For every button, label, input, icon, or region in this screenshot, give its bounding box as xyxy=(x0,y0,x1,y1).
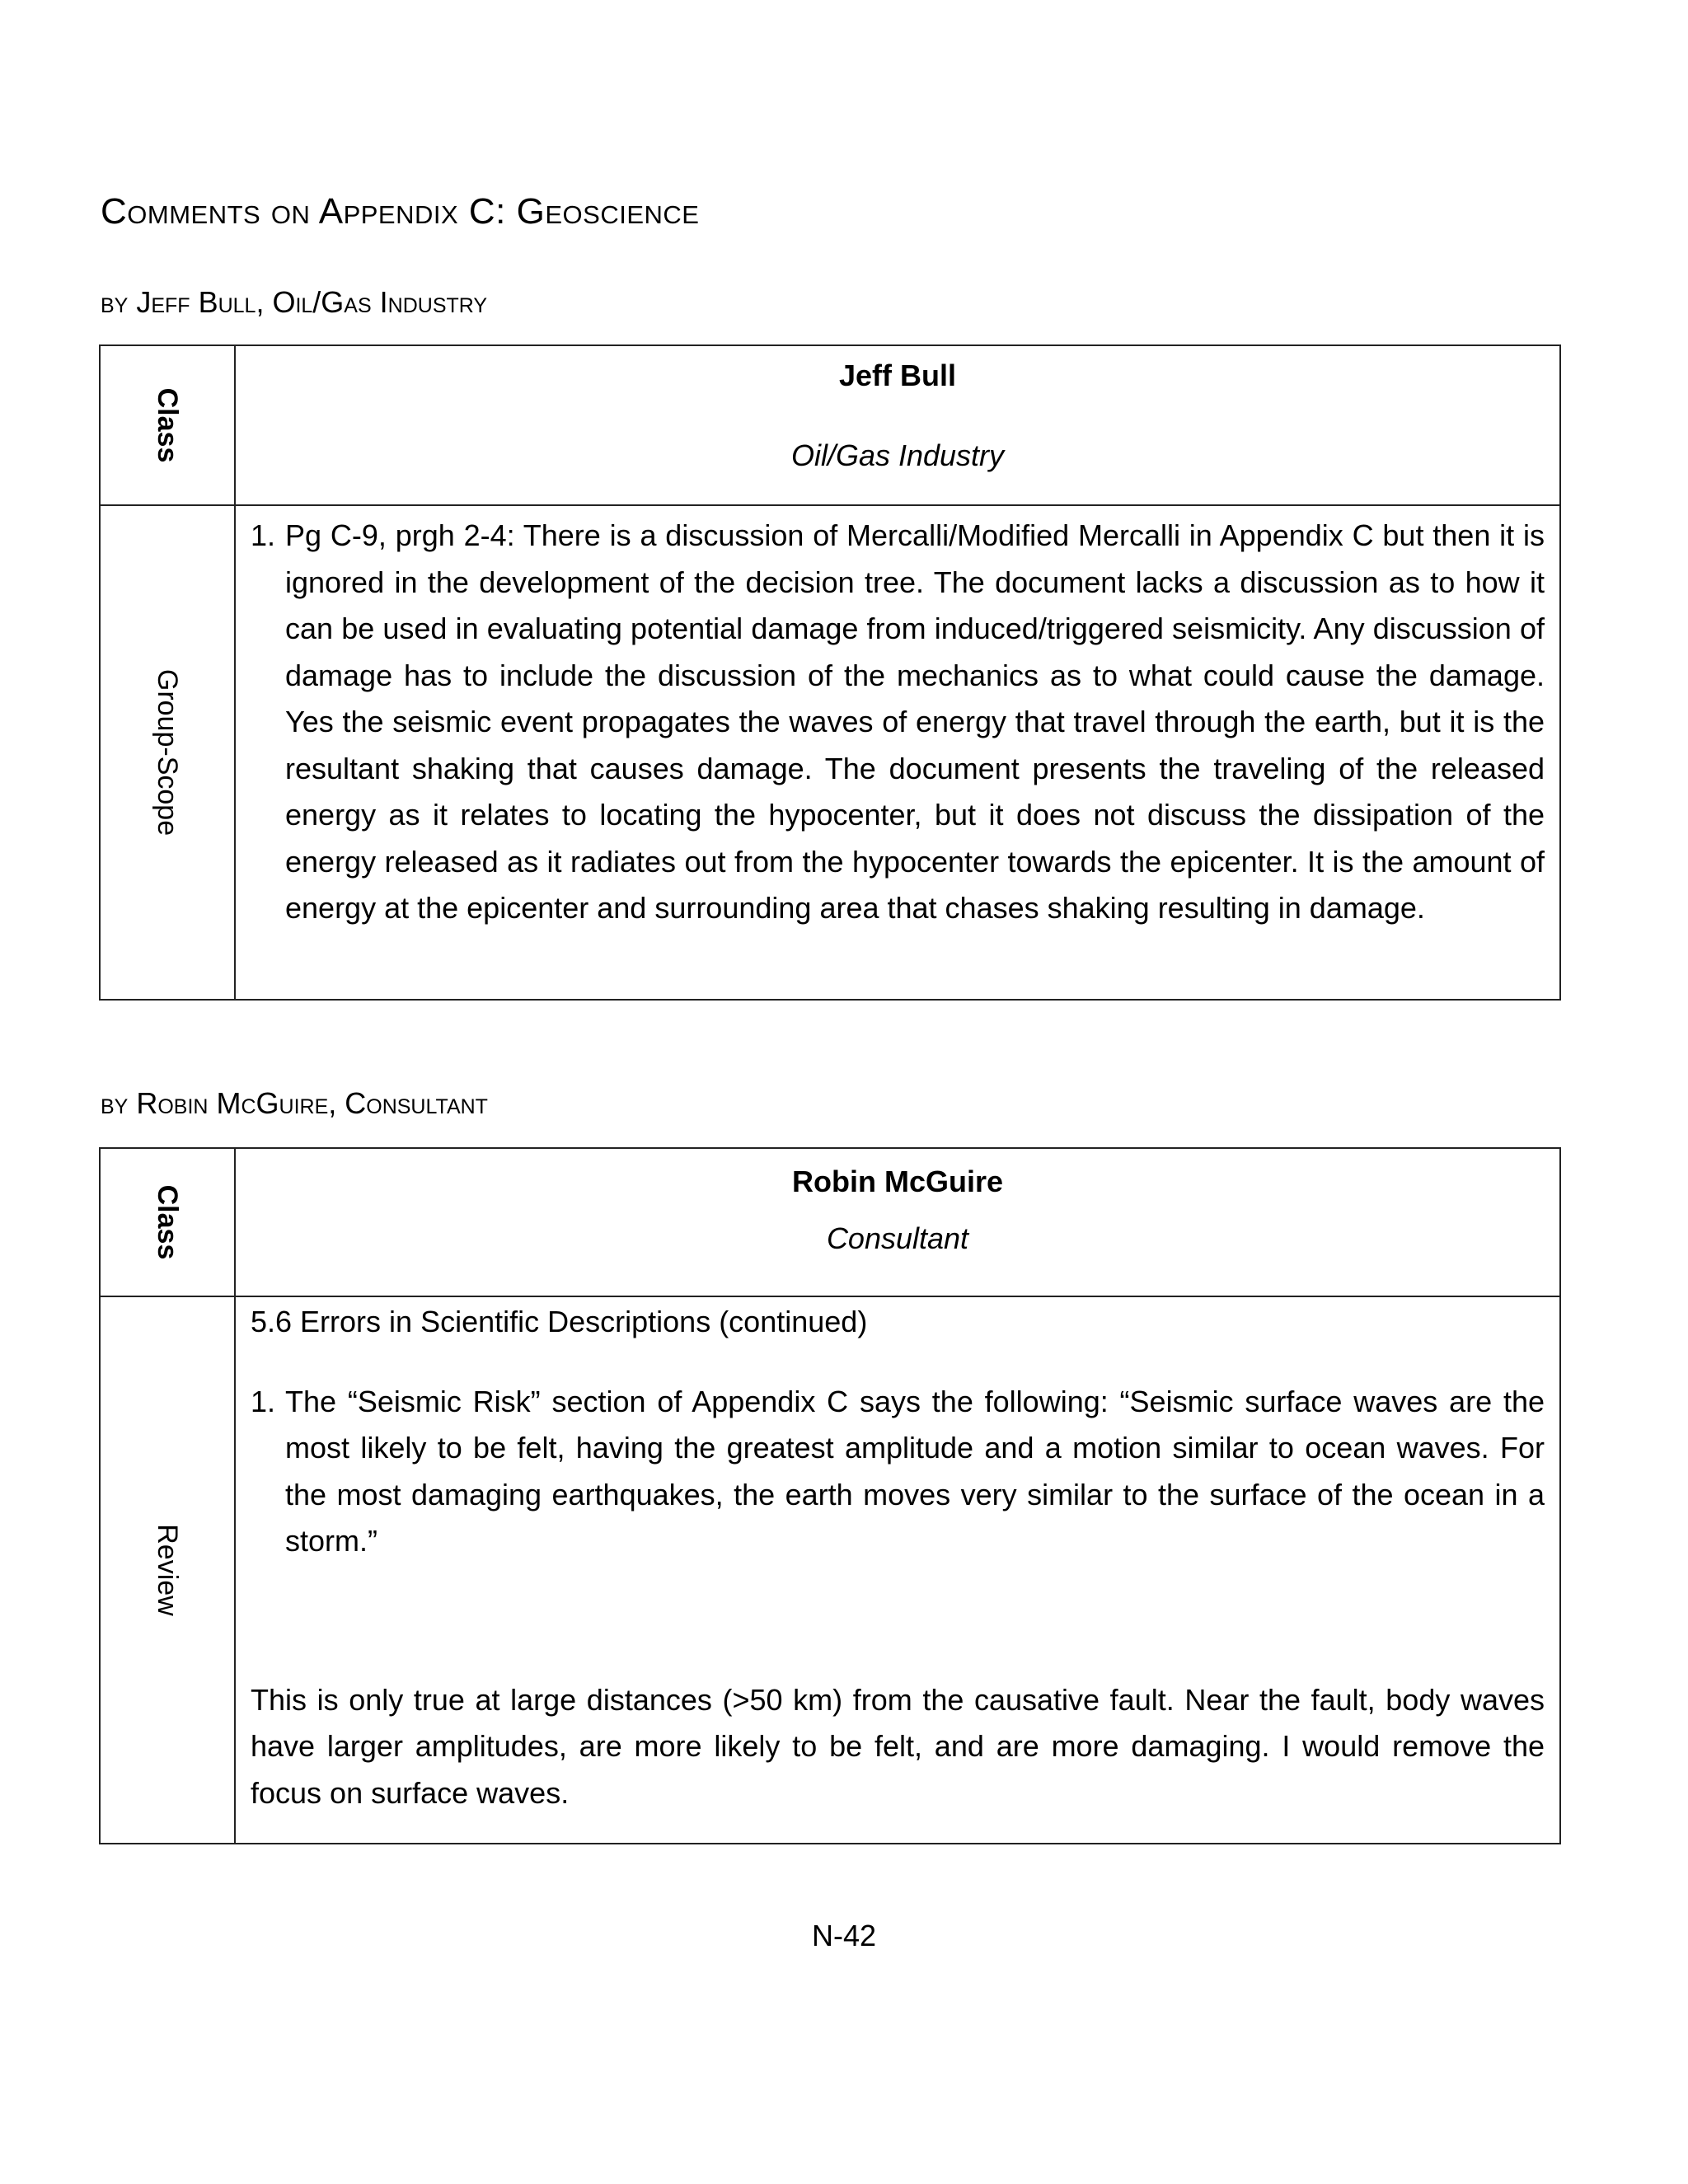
comment-table-robin-mcguire xyxy=(99,1147,1561,1844)
commenter-cell xyxy=(235,345,1560,505)
class-label: Class xyxy=(152,387,183,463)
class-label-cell xyxy=(100,345,235,505)
commenter-name: Robin McGuire xyxy=(791,1165,1003,1198)
row-label-group-scope: Group-Scope xyxy=(152,668,183,837)
commenter-cell xyxy=(235,1148,1560,1296)
commenter-header-row xyxy=(100,345,1560,505)
section-byline-jeff-bull: by Jeff Bull, Oil/Gas Industry xyxy=(101,285,488,319)
class-label: Class xyxy=(152,1184,183,1260)
class-label-cell xyxy=(100,1148,235,1296)
commenter-header-row xyxy=(100,1148,1560,1296)
row-label-cell xyxy=(100,505,235,1000)
item-number: 1. xyxy=(251,518,276,552)
commenter-org: Oil/Gas Industry xyxy=(790,438,1005,472)
comment-row xyxy=(100,1296,1560,1844)
section-byline-robin-mcguire: by Robin McGuire, Consultant xyxy=(101,1086,488,1120)
numbered-comment xyxy=(251,1379,1545,1565)
comment-row xyxy=(100,505,1560,1000)
response-text: This is only true at large distances (>50 km) from the causative fault. Near the fault, body waves have larger amplitudes, are more likely to be felt, and are more damaging. I would remove the focus on surface waves. xyxy=(251,1682,1545,1810)
page-number: N-42 xyxy=(811,1919,877,1952)
section-intro: 5.6 Errors in Scientific Descriptions (continued) xyxy=(251,1305,868,1338)
row-label-review: Review xyxy=(152,1524,183,1616)
item-text: Pg C-9, prgh 2-4: There is a discussion of Mercalli/Modified Mercalli in Appendix C but then it is ignored in the development of the decision tree. The document lacks a discussion as to how it can be used in evaluating potential damage from induced/triggered seismicity. Any discussion of damage has to include the discussion of the mechanics as to what could cause the damage. Yes the seismic event propagates the waves of energy that travel through the earth, but it is the resultant shaking that causes damage. The document presents the traveling of the released energy as it relates to locating the hypocenter, but it does not discuss the dissipation of the energy released as it radiates out from the hypocenter towards the epicenter. It is the amount of energy at the epicenter and surrounding area that chases shaking resulting in damage. xyxy=(285,518,1545,925)
numbered-comment xyxy=(251,513,1545,932)
row-label-cell xyxy=(100,1296,235,1844)
item-text: The “Seismic Risk” section of Appendix C says the following: “Seismic surface waves are the most likely to be felt, having the greatest amplitude and a motion similar to ocean waves. For the most damaging earthquakes, the earth moves very similar to the surface of the ocean in a storm.” xyxy=(285,1384,1545,1558)
comment-table-jeff-bull xyxy=(99,344,1561,1001)
commenter-org: Consultant xyxy=(826,1221,969,1255)
comment-body xyxy=(235,505,1560,1000)
item-number: 1. xyxy=(251,1384,276,1418)
comment-body xyxy=(235,1296,1560,1844)
page-title: Comments on Appendix C: Geoscience xyxy=(101,191,700,232)
commenter-name: Jeff Bull xyxy=(838,359,956,392)
